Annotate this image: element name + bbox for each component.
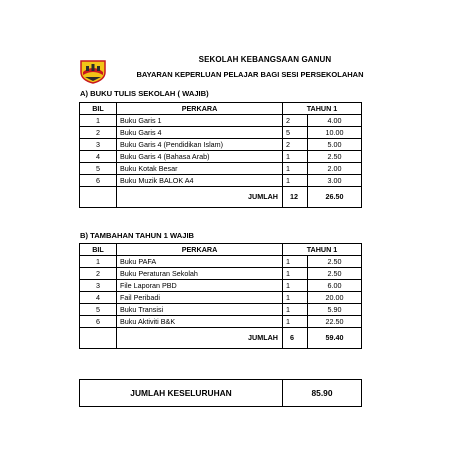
row-qty: 1 [283,175,308,187]
grand-total-row [80,380,362,407]
header-bil: BIL [80,244,117,256]
header-bil: BIL [80,103,117,115]
row-price: 3.00 [308,175,362,187]
grand-total-table [79,379,362,407]
row-bil: 4 [80,151,117,163]
table-row [80,175,362,187]
total-qty: 6 [283,328,308,349]
row-qty: 1 [283,280,308,292]
row-qty: 1 [283,304,308,316]
header-perkara: PERKARA [117,103,283,115]
row-bil: 4 [80,292,117,304]
row-qty: 2 [283,115,308,127]
table-row [80,316,362,328]
row-item: Buku Muzik BALOK A4 [117,175,283,187]
row-bil: 3 [80,139,117,151]
row-item: Buku Garis 4 (Pendidikan Islam) [117,139,283,151]
table-row [80,139,362,151]
row-qty: 1 [283,151,308,163]
row-price: 20.00 [308,292,362,304]
table-row [80,304,362,316]
row-item: Buku Aktiviti B&K [117,316,283,328]
row-bil: 6 [80,175,117,187]
row-item: Buku Kotak Besar [117,163,283,175]
row-qty: 1 [283,316,308,328]
row-bil: 3 [80,280,117,292]
row-bil: 1 [80,115,117,127]
header-year: TAHUN 1 [283,103,362,115]
table-header-row [80,244,362,256]
row-item: Buku Transisi [117,304,283,316]
row-qty: 2 [283,139,308,151]
school-name: SEKOLAH KEBANGSAAN GANUN [198,55,332,64]
row-item: Fail Peribadi [117,292,283,304]
total-price: 26.50 [308,187,362,208]
row-item: Buku Garis 4 (Bahasa Arab) [117,151,283,163]
row-qty: 1 [283,256,308,268]
row-price: 2.00 [308,163,362,175]
table-row [80,280,362,292]
section-a-table [79,102,362,208]
total-empty-cell [80,187,117,208]
row-price: 5.90 [308,304,362,316]
row-price: 10.00 [308,127,362,139]
total-row [80,328,362,349]
row-qty: 1 [283,268,308,280]
header-perkara: PERKARA [117,244,283,256]
row-bil: 2 [80,127,117,139]
row-price: 2.50 [308,268,362,280]
total-label: JUMLAH [117,328,283,349]
row-price: 6.00 [308,280,362,292]
grand-total-label: JUMLAH KESELURUHAN [80,380,283,407]
section-b-title: B) TAMBAHAN TAHUN 1 WAJIB [80,231,195,240]
row-qty: 1 [283,163,308,175]
row-price: 2.50 [308,151,362,163]
table-row [80,256,362,268]
document-subtitle: BAYARAN KEPERLUAN PELAJAR BAGI SESI PERSEKOLAHAN [136,70,364,79]
total-empty-cell [80,328,117,349]
table-header-row [80,103,362,115]
table-row [80,292,362,304]
school-logo-icon [79,58,107,84]
grand-total-value: 85.90 [283,380,362,407]
row-price: 5.00 [308,139,362,151]
table-row [80,127,362,139]
row-bil: 5 [80,163,117,175]
row-price: 2.50 [308,256,362,268]
row-price: 22.50 [308,316,362,328]
row-item: Buku Garis 1 [117,115,283,127]
section-b-table [79,243,362,349]
row-bil: 5 [80,304,117,316]
table-row [80,163,362,175]
row-item: File Laporan PBD [117,280,283,292]
total-qty: 12 [283,187,308,208]
table-row [80,151,362,163]
total-price: 59.40 [308,328,362,349]
row-item: Buku Garis 4 [117,127,283,139]
total-label: JUMLAH [117,187,283,208]
row-item: Buku PAFA [117,256,283,268]
row-bil: 1 [80,256,117,268]
row-qty: 5 [283,127,308,139]
header-year: TAHUN 1 [283,244,362,256]
row-bil: 2 [80,268,117,280]
total-row [80,187,362,208]
row-qty: 1 [283,292,308,304]
row-bil: 6 [80,316,117,328]
row-item: Buku Peraturan Sekolah [117,268,283,280]
table-row [80,268,362,280]
table-row [80,115,362,127]
section-a-title: A) BUKU TULIS SEKOLAH ( WAJIB) [80,89,209,98]
row-price: 4.00 [308,115,362,127]
